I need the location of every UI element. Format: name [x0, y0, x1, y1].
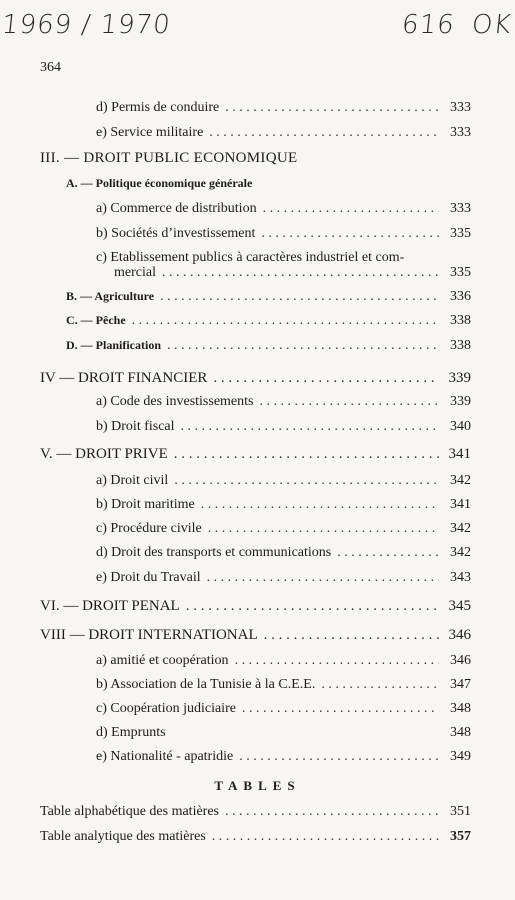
toc-entry-page: 357 — [450, 829, 471, 844]
toc-entry-page: 338 — [450, 313, 471, 328]
toc-entry-label: d) Droit des transports et communications — [96, 545, 332, 560]
leader-dots — [235, 653, 439, 669]
leader-dots — [186, 598, 439, 615]
toc-entry-page: 351 — [450, 804, 471, 819]
toc-entry — [66, 313, 471, 329]
toc-entry-label: d) Permis de conduire — [96, 100, 220, 115]
toc-entry-page: 339 — [448, 370, 471, 386]
toc-entry-label: e) Nationalité - apatridie — [96, 749, 234, 764]
handwritten-years: 1969 / 1970 — [0, 10, 173, 40]
toc-entry-label: a) Droit civil — [96, 473, 169, 488]
section-heading: III. — DROIT PUBLIC ECONOMIQUE — [40, 150, 298, 166]
toc-entry-page: 348 — [450, 701, 471, 716]
toc-entry-page: 345 — [448, 598, 471, 614]
toc-entry-page: 338 — [450, 338, 471, 353]
toc-entry-label: a) Code des investissements — [96, 394, 254, 409]
toc-entry-page: 333 — [450, 201, 471, 216]
leader-dots — [181, 419, 439, 435]
toc-entry — [66, 289, 471, 305]
leader-dots — [261, 226, 439, 242]
toc-entry-label: Table analytique des matières — [40, 829, 206, 844]
toc-entry-label: b) Association de la Tunisie à la C.E.E. — [96, 677, 316, 692]
toc-entry-label: D. — Planification — [66, 338, 161, 352]
section-heading: VI. — DROIT PENAL — [40, 598, 180, 614]
toc-entry-label: e) Service militaire — [96, 125, 204, 140]
toc-entry — [96, 100, 471, 116]
toc-entry — [96, 701, 471, 717]
leader-dots — [242, 701, 439, 717]
leader-dots — [209, 125, 439, 141]
toc-entry — [96, 570, 471, 586]
toc-entry — [96, 201, 471, 217]
leader-dots — [162, 265, 439, 281]
leader-dots — [321, 677, 439, 693]
leader-dots — [225, 100, 439, 116]
toc-entry-label: mercial — [114, 265, 156, 280]
section-heading: IV — DROIT FINANCIER — [40, 370, 208, 386]
toc-entry-page: 341 — [448, 446, 471, 462]
toc-entry-page: 342 — [450, 473, 471, 488]
toc-entry-page: 341 — [450, 497, 471, 512]
toc-entry-page: 348 — [450, 725, 471, 740]
toc-entry-label: b) Droit fiscal — [96, 419, 175, 434]
toc-entry — [40, 804, 471, 820]
toc-entry — [114, 265, 471, 281]
toc-entry-page: 335 — [450, 226, 471, 241]
leader-dots — [212, 829, 439, 845]
page-number: 364 — [40, 60, 61, 75]
toc-entry-label: C. — Pêche — [66, 313, 126, 327]
toc-entry-page: 347 — [450, 677, 471, 692]
leader-dots — [263, 201, 439, 217]
section-heading: V. — DROIT PRIVE — [40, 446, 168, 462]
leader-dots — [160, 289, 439, 305]
toc-entry — [96, 226, 471, 242]
leader-dots — [225, 804, 439, 820]
leader-dots — [264, 627, 439, 644]
toc-entry — [96, 677, 471, 693]
handwritten-mark: OK — [470, 10, 514, 40]
toc-entry-page: 333 — [450, 125, 471, 140]
toc-entry-page: 335 — [450, 265, 471, 280]
toc-entry-page: 342 — [450, 521, 471, 536]
toc-section — [40, 598, 471, 615]
toc-entry — [96, 497, 471, 513]
toc-section — [40, 370, 471, 387]
toc-entry-label: Table alphabétique des matières — [40, 804, 219, 819]
toc-entry-label: e) Droit du Travail — [96, 570, 201, 585]
leader-dots — [239, 749, 439, 765]
toc-entry — [40, 829, 471, 845]
toc-entry — [96, 749, 471, 765]
toc-entry-page: 336 — [450, 289, 471, 304]
toc-entry — [96, 545, 471, 561]
leader-dots — [174, 473, 439, 489]
toc-entry-label: c) Procédure civile — [96, 521, 202, 536]
leader-dots — [201, 497, 439, 513]
toc-entry-page: 333 — [450, 100, 471, 115]
toc-entry — [66, 338, 471, 354]
leader-dots — [213, 370, 439, 387]
toc-entry — [96, 419, 471, 435]
toc-entry-page: 339 — [450, 394, 471, 409]
toc-entry — [96, 521, 471, 537]
toc-entry-page: 340 — [450, 419, 471, 434]
leader-dots — [167, 338, 439, 354]
leader-dots — [259, 394, 439, 410]
leader-dots — [132, 313, 439, 329]
toc-entry-page: 346 — [448, 627, 471, 643]
toc-entry-page: 343 — [450, 570, 471, 585]
toc-entry — [96, 725, 471, 741]
toc-entry-label: a) Commerce de distribution — [96, 201, 257, 216]
toc-entry-label: c) Coopération judiciaire — [96, 701, 236, 716]
toc-entry-page: 349 — [450, 749, 471, 764]
toc-entry-label: B. — Agriculture — [66, 289, 155, 303]
tables-heading: TABLES — [214, 778, 301, 793]
handwritten-code: 616 — [400, 10, 457, 40]
toc-entry-label: b) Droit maritime — [96, 497, 195, 512]
toc-entry-label: a) amitié et coopération — [96, 653, 229, 668]
toc-entry — [96, 125, 471, 141]
subsection-heading: A. — Politique économique générale — [66, 176, 253, 190]
toc-entry-page: 342 — [450, 545, 471, 560]
toc-entry — [96, 394, 471, 410]
toc-entry — [96, 653, 471, 669]
leader-dots — [337, 545, 439, 561]
toc-entry-label: d) Emprunts — [96, 725, 166, 740]
toc-entry-label: c) Etablissement publics à caractères industriel et com- — [96, 250, 405, 265]
leader-dots — [208, 521, 439, 537]
toc-section — [40, 627, 471, 644]
toc-section — [40, 446, 471, 463]
section-heading: VIII — DROIT INTERNATIONAL — [40, 627, 258, 643]
toc-entry-label: b) Sociétés d’investissement — [96, 226, 256, 241]
leader-dots — [174, 446, 439, 463]
toc-entry-page: 346 — [450, 653, 471, 668]
leader-dots — [207, 570, 439, 586]
toc-entry — [96, 473, 471, 489]
